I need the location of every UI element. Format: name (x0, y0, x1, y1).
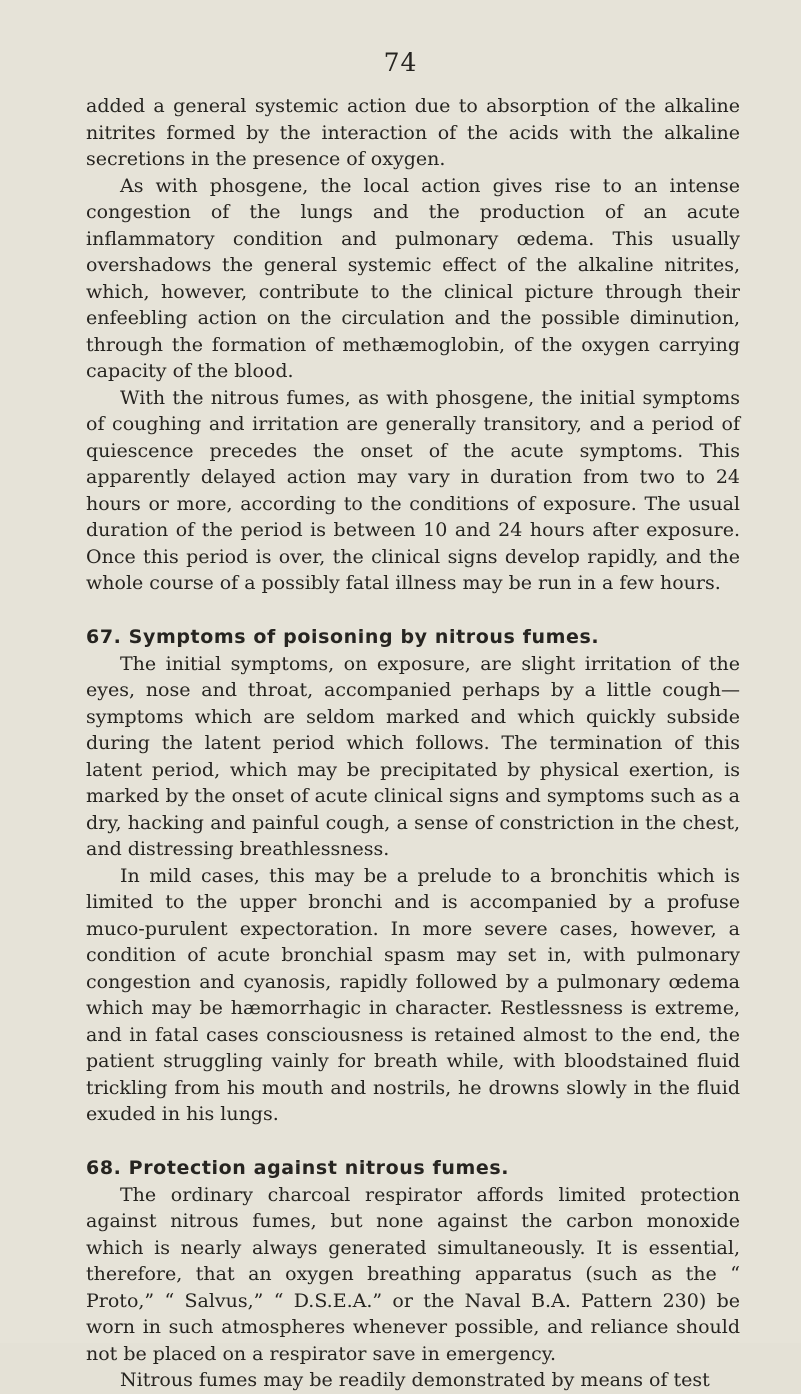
body-text (86, 93, 740, 1394)
paragraph-initial-symptoms: With the nitrous fumes, as with phosgene, the initial symptoms of coughing and irritation are generally transitory, and a period of quiescence precedes the onset of the acute symptoms. This apparently delayed action may vary in duration from two to 24 hours or more, according to the conditions of exposure. The usual duration of the period is between 10 and 24 hours after exposure. Once this period is over, the clinical signs develop rapidly, and the whole course of a possibly fatal illness may be run in a few hours. (86, 386, 740, 594)
paragraph-68-respirator: The ordinary charcoal respirator affords limited protection against nitrous fumes, but none against the carbon monoxide which is nearly always generated simultaneously. It is essential, therefore, that an oxygen breathing apparatus (such as the “ Proto,” “ Salvus,” “ D.S.E.A.” or the Naval B.A. Pattern 230) be worn in such atmospheres whenever possible, and reliance should not be placed on a respirator save in emergency. (86, 1183, 740, 1365)
section-heading-67: 67. Symptoms of poisoning by nitrous fumes. (86, 625, 600, 648)
section-heading-68: 68. Protection against nitrous fumes. (86, 1156, 510, 1179)
paragraph-phosgene-comparison: As with phosgene, the local action gives rise to an intense congestion of the lungs and the production of an acute inflammatory condition and pulmonary œdema. This usually overshadows the general systemic effect of the alkaline nitrites, which, however, contribute to the clinical picture through their enfeebling action on the circulation and the possible diminution, through the formation of methæmoglobin, of the oxygen carrying capacity of the blood. (86, 174, 740, 382)
paragraph-67-mild-severe-cases: In mild cases, this may be a prelude to a bronchitis which is limited to the upper bronchi and is accompanied by a profuse muco-purulent expectoration. In more severe cases, however, a condition of acute bronchial spasm may set in, with pulmonary congestion and cyanosis, rapidly followed by a pulmonary œdema which may be hæmorrhagic in character. Restlessness is extreme, and in fatal cases consciousness is retained almost to the end, the patient struggling vainly for breath while, with bloodstained fluid trickling from his mouth and nostrils, he drowns slowly in the fluid exuded in his lungs. (86, 864, 740, 1125)
paragraph-68-demonstration: Nitrous fumes may be readily demonstrated by means of test (120, 1369, 710, 1391)
page-number: 74 (383, 48, 418, 77)
paragraph-continuation: added a general systemic action due to absorption of the alkaline nitrites formed by the interaction of the acids with the alkaline secretions in the presence of oxygen. (86, 95, 740, 170)
paragraph-67-initial-symptoms: The initial symptoms, on exposure, are slight irritation of the eyes, nose and throat, accompanied perhaps by a little cough—symptoms which are seldom marked and which quickly subside during the latent period which follows. The termination of this latent period, which may be precipitated by physical exertion, is marked by the onset of acute clinical signs and symptoms such as a dry, hacking and painful cough, a sense of constriction in the chest, and distressing breathlessness. (86, 652, 740, 860)
